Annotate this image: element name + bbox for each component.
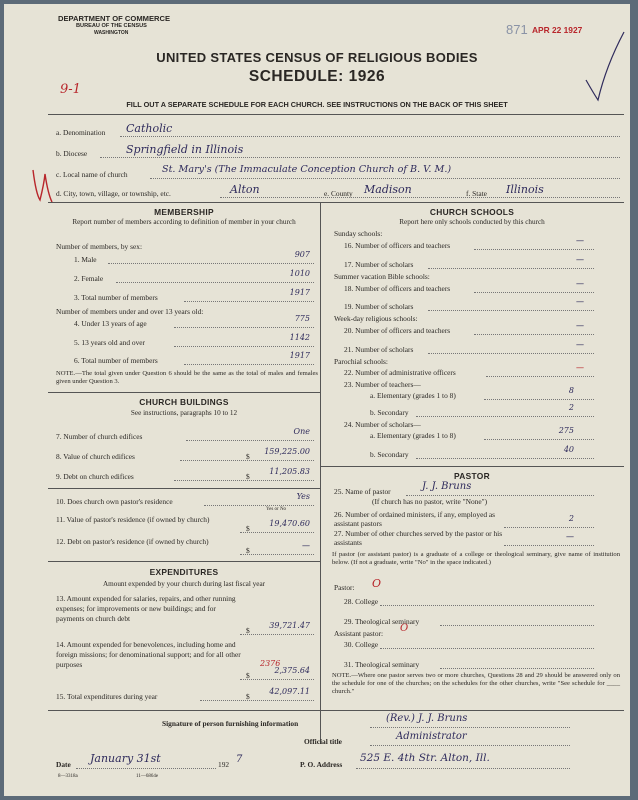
q22-label: 22. Number of administrative officers [344, 368, 456, 377]
q6-leader [184, 364, 314, 365]
pastor-note: NOTE.—Where one pastor serves two or more churches, Questions 28 and 29 should be answered only on the schedule for one of the churches; on the schedules for the other churches, write "See schedule for ____ church." [332, 672, 620, 695]
q20-label: 20. Number of officers and teachers [344, 326, 451, 335]
schools-heading: CHURCH SCHOOLS [429, 207, 515, 217]
q5-leader [174, 346, 314, 347]
q24b-leader [416, 458, 594, 459]
divider [48, 488, 320, 489]
q23b-label: b. Secondary [370, 408, 409, 417]
date-label: Date [56, 760, 71, 769]
q4-leader [174, 327, 314, 328]
q8-dollar: $ [246, 452, 250, 461]
city-value: Alton [230, 183, 260, 196]
schools-intro: Report here only schools conducted by this church [399, 218, 545, 226]
q21-value: — [576, 340, 584, 349]
form-code: 8—3318a [58, 774, 78, 779]
q18-leader [474, 292, 594, 293]
county-value: Madison [364, 183, 412, 196]
q8-value: 159,225.00 [264, 447, 310, 456]
divider [48, 561, 320, 562]
q25-label: 25. Name of pastor [334, 487, 391, 496]
q13-dollar: $ [246, 626, 250, 635]
check-mark [582, 30, 626, 102]
q20-value: — [576, 321, 584, 330]
form-instruction: FILL OUT A SEPARATE SCHEDULE FOR EACH CHURCH. SEE INSTRUCTIONS ON THE BACK OF THIS SHEET [126, 100, 508, 109]
q21-leader [428, 353, 594, 354]
po-address-line [356, 768, 570, 769]
q10-leader [204, 505, 314, 506]
q7-leader [186, 440, 314, 441]
diocese-line [100, 157, 620, 158]
department-name: DEPARTMENT OF COMMERCE [58, 14, 171, 23]
q16-leader [474, 249, 594, 250]
q6-label: 6. Total number of members [74, 356, 158, 365]
official-title-label: Official title [304, 737, 342, 746]
city-label: d. City, town, village, or township, etc. [56, 189, 171, 198]
q15-value: 42,097.11 [269, 687, 310, 696]
date-line [76, 768, 216, 769]
divider [48, 202, 624, 203]
assistant-pastor-mark: O [400, 623, 409, 634]
q14-label: 14. Amount expended for benevolences, including home and foreign missions; for denominational support; and for all other purposes [56, 640, 241, 669]
po-address-value: 525 E. 4th Str. Alton, Ill. [360, 752, 490, 764]
q29-label: 29. Theological seminary [344, 617, 420, 626]
official-title-line [370, 745, 570, 746]
q17-label: 17. Number of scholars [344, 260, 414, 269]
q1-leader [108, 263, 314, 264]
q12-value: — [302, 541, 310, 550]
church-name-line [150, 178, 620, 179]
q27-label: 27. Number of other churches served by the pastor or his assistants [334, 529, 503, 547]
q19-label: 19. Number of scholars [344, 302, 414, 311]
q24b-label: b. Secondary [370, 450, 409, 459]
q9-leader [174, 480, 314, 481]
po-address-label: P. O. Address [300, 760, 343, 769]
q14-dollar: $ [246, 671, 250, 680]
church-name-value: St. Mary's (The Immaculate Conception Church of B. V. M.) [162, 164, 452, 175]
q3-label: 3. Total number of members [74, 293, 158, 302]
divider [320, 466, 624, 467]
q26-value: 2 [568, 514, 574, 523]
members-by-sex-label: Number of members, by sex: [56, 242, 142, 251]
q31-label: 31. Theological seminary [344, 660, 420, 669]
q11-dollar: $ [246, 524, 250, 533]
q18-label: 18. Number of officers and teachers [344, 284, 451, 293]
q2-value: 1010 [289, 269, 310, 278]
q9-value: 11,205.83 [269, 467, 310, 476]
q14-leader [240, 679, 314, 680]
form-code-secondary: 11—6864e [136, 774, 159, 779]
form-subtitle: SCHEDULE: 1926 [248, 68, 386, 85]
q12-dollar: $ [246, 546, 250, 555]
expenditures-heading: EXPENDITURES [149, 567, 219, 577]
denomination-line [120, 136, 620, 137]
signature-value: (Rev.) J. J. Bruns [386, 713, 468, 724]
q7-value: One [293, 427, 310, 436]
expenditures-intro: Amount expended by your church during last fiscal year [102, 580, 266, 588]
pastor-mark: O [372, 577, 382, 590]
q26-leader [504, 527, 594, 528]
q27-leader [504, 545, 594, 546]
q15-leader [200, 700, 314, 701]
q2-leader [116, 282, 314, 283]
q15-label: 15. Total expenditures during year [56, 692, 158, 701]
q24-label: 24. Number of scholars— [344, 420, 421, 429]
buildings-intro: See instructions, paragraphs 10 to 12 [130, 409, 238, 417]
membership-intro: Report number of members according to definition of member in your church [72, 218, 296, 226]
q27-value: — [566, 532, 574, 541]
q8-leader [180, 460, 314, 461]
weekday-schools-label: Week-day religious schools: [334, 314, 418, 323]
q24a-value: 275 [558, 426, 574, 435]
q18-value: — [576, 279, 584, 288]
divider [48, 114, 624, 115]
q19-leader [428, 310, 594, 311]
summer-schools-label: Summer vacation Bible schools: [334, 272, 430, 281]
buildings-heading: CHURCH BUILDINGS [139, 397, 229, 407]
q1-value: 907 [294, 250, 310, 259]
q7-label: 7. Number of church edifices [56, 432, 143, 441]
q11-label: 11. Value of pastor's residence (if owned by church) [56, 515, 210, 524]
state-value: Illinois [506, 183, 544, 196]
stamp-number: 871 [506, 22, 528, 37]
pastor-heading: PASTOR [454, 471, 490, 481]
q4-label: 4. Under 13 years of age [74, 319, 147, 328]
pastor-label: Pastor: [334, 583, 355, 592]
q24a-label: a. Elementary (grades 1 to 8) [370, 431, 456, 440]
q23a-label: a. Elementary (grades 1 to 8) [370, 391, 456, 400]
membership-note: NOTE.—The total given under Question 6 should be the same as the total of males and females given under Question 3. [56, 370, 318, 385]
q13-label: 13. Amount expended for salaries, repairs, and other running expenses; for improvements or new buildings; and for payments on church debt [56, 594, 236, 623]
q23b-leader [416, 416, 594, 417]
q16-label: 16. Number of officers and teachers [344, 241, 451, 250]
q25-leader [406, 495, 594, 496]
q1-label: 1. Male [74, 255, 97, 264]
q12-label: 12. Debt on pastor's residence (if owned by church) [56, 537, 209, 546]
graduate-note: If pastor (or assistant pastor) is a graduate of a college or theological seminary, give name of institution below. (If not a graduate, write "No" in the space indicated.) [332, 551, 620, 566]
official-title-value: Administrator [396, 731, 467, 742]
diocese-label: b. Diocese [56, 149, 88, 158]
church-name-label: c. Local name of church [56, 170, 128, 179]
assistant-pastor-label: Assistant pastor: [334, 629, 384, 638]
q9-label: 9. Debt on church edifices [56, 472, 134, 481]
parochial-schools-label: Parochial schools: [334, 357, 388, 366]
q14-value: 2,375.64 [274, 666, 310, 675]
signature-line [370, 727, 570, 728]
census-schedule-document [4, 4, 630, 796]
q16-value: — [576, 236, 584, 245]
q21-label: 21. Number of scholars [344, 345, 414, 354]
q5-value: 1142 [289, 333, 310, 342]
q3-value: 1917 [289, 288, 310, 297]
q6-value: 1917 [289, 351, 310, 360]
red-margin-mark [30, 164, 54, 210]
q23a-leader [484, 399, 594, 400]
q13-leader [240, 634, 314, 635]
q24b-value: 40 [563, 445, 574, 454]
q31-leader [440, 668, 594, 669]
q10-hint: Yes or No [266, 507, 287, 512]
handwritten-code: 9-1 [60, 82, 81, 97]
form-title: UNITED STATES CENSUS OF RELIGIOUS BODIES [156, 50, 478, 65]
q5-label: 5. 13 years old and over [74, 338, 146, 347]
q25-value: J. J. Bruns [422, 481, 472, 492]
q14-correction: 2376 [260, 659, 281, 668]
diocese-value: Springfield in Illinois [126, 143, 244, 156]
q30-label: 30. College [344, 640, 379, 649]
bureau-city: WASHINGTON [94, 30, 129, 36]
q28-label: 28. College [344, 597, 379, 606]
signature-label: Signature of person furnishing information [162, 719, 299, 728]
q29-leader [440, 625, 594, 626]
state-label: f. State [466, 189, 487, 198]
divider [48, 710, 624, 711]
sunday-schools-label: Sunday schools: [334, 229, 383, 238]
county-label: e. County [324, 189, 353, 198]
q24a-leader [484, 439, 594, 440]
q26-label: 26. Number of ordained ministers, if any, employed as assistant pastors [334, 510, 496, 528]
q12-leader [240, 554, 314, 555]
q19-value: — [576, 297, 584, 306]
q17-leader [428, 268, 594, 269]
members-by-age-label: Number of members under and over 13 years old: [56, 307, 204, 316]
q17-value: — [576, 255, 584, 264]
membership-heading: MEMBERSHIP [154, 207, 214, 217]
date-value: January 31st [90, 752, 161, 765]
q3-leader [184, 301, 314, 302]
q22-leader [486, 376, 594, 377]
q22-value: — [576, 363, 584, 372]
q4-value: 775 [294, 314, 310, 323]
year-label: 192 [218, 760, 230, 769]
q10-value: Yes [296, 492, 310, 501]
q25-hint: (If church has no pastor, write "None") [372, 497, 488, 506]
q28-leader [380, 605, 594, 606]
denomination-value: Catholic [126, 122, 173, 135]
q13-value: 39,721.47 [269, 621, 310, 630]
q10-label: 10. Does church own pastor's residence [56, 497, 173, 506]
q20-leader [474, 334, 594, 335]
q23a-value: 8 [568, 386, 574, 395]
q8-label: 8. Value of church edifices [56, 452, 135, 461]
q2-label: 2. Female [74, 274, 104, 283]
q15-dollar: $ [246, 692, 250, 701]
year-value: 7 [236, 754, 243, 765]
q9-dollar: $ [246, 472, 250, 481]
bureau-name: BUREAU OF THE CENSUS [76, 23, 147, 29]
q30-leader [380, 648, 594, 649]
q23-label: 23. Number of teachers— [344, 380, 421, 389]
q11-leader [240, 532, 314, 533]
received-date-stamp: APR 22 1927 [532, 25, 583, 35]
q11-value: 19,470.60 [269, 519, 310, 528]
divider [48, 392, 320, 393]
q23b-value: 2 [568, 403, 574, 412]
denomination-label: a. Denomination [56, 128, 106, 137]
location-line [220, 197, 620, 198]
